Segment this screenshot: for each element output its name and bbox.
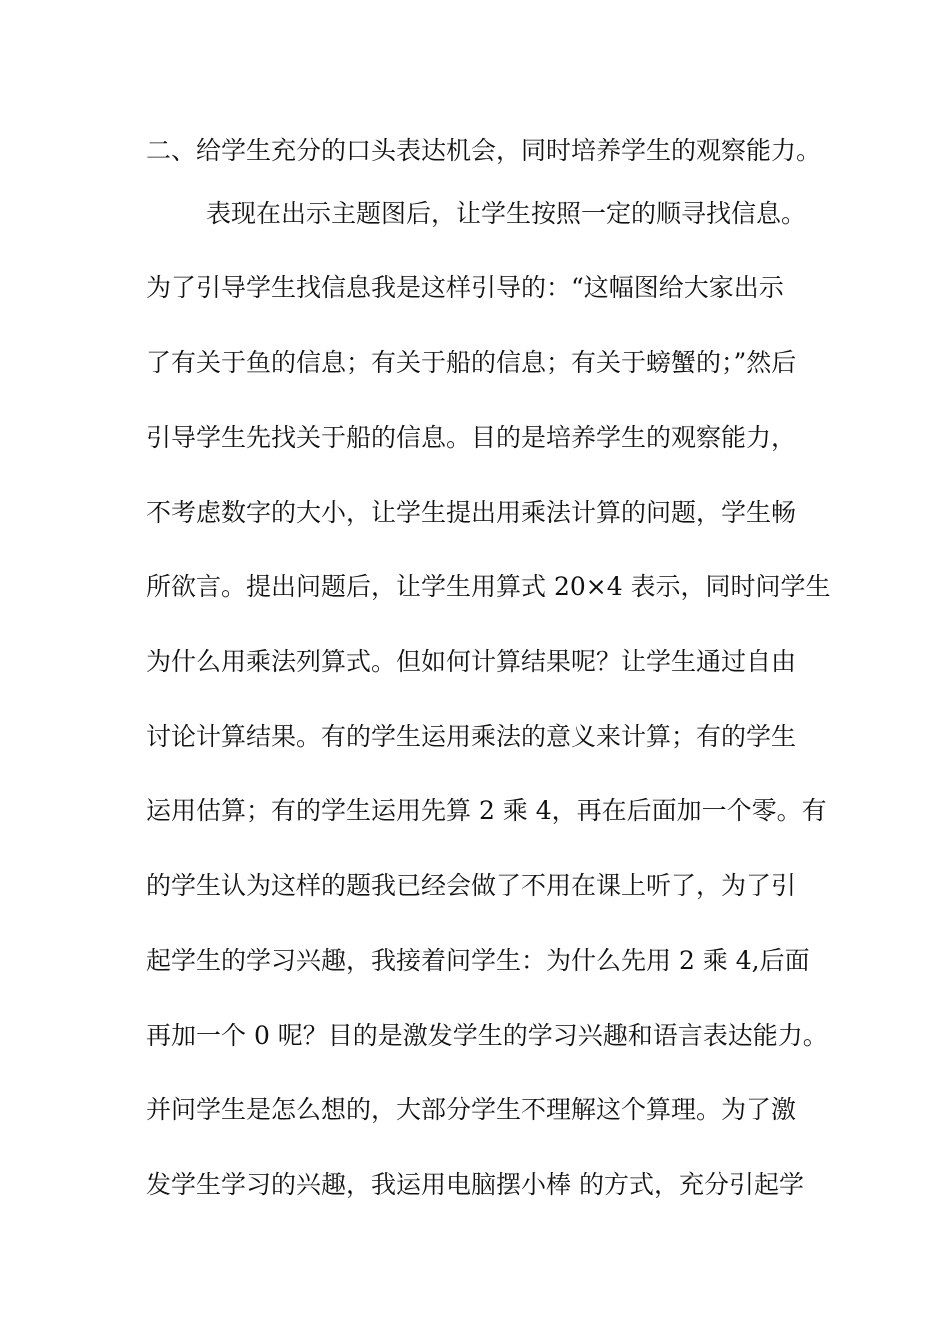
paragraph-line: 的学生认为这样的题我已经会做了不用在课上听了，为了引 — [146, 871, 797, 900]
paragraph-line: 为什么用乘法列算式。但如何计算结果呢？让学生通过自由 — [146, 647, 797, 676]
paragraph-line: 引导学生先找关于船的信息。目的是培养学生的观察能力， — [146, 423, 797, 452]
paragraph-line: 讨论计算结果。有的学生运用乘法的意义来计算；有的学生 — [146, 722, 797, 751]
paragraph-line: 运用估算；有的学生运用先算 2 乘 4，再在后面加一个零。有 — [146, 796, 827, 825]
paragraph-line: 再加一个 0 呢？目的是激发学生的学习兴趣和语言表达能力。 — [146, 1021, 828, 1050]
paragraph-line: 了有关于鱼的信息；有关于船的信息；有关于螃蟹的；”然后 — [146, 348, 797, 377]
paragraph-line: 发学生学习的兴趣，我运用电脑摆小棒 的方式，充分引起学 — [146, 1170, 804, 1199]
paragraph-line: 并问学生是怎么想的，大部分学生不理解这个算理。为了激 — [146, 1095, 797, 1124]
paragraph-line: 所欲言。提出问题后，让学生用算式 20×4 表示，同时问学生 — [146, 572, 831, 601]
paragraph-heading: 二、给学生充分的口头表达机会，同时培养学生的观察能力。 — [146, 136, 822, 165]
paragraph-line: 不考虑数字的大小，让学生提出用乘法计算的问题，学生畅 — [146, 498, 797, 527]
paragraph-line: 为了引导学生找信息我是这样引导的：“这幅图给大家出示 — [146, 273, 784, 302]
paragraph-line: 表现在出示主题图后，让学生按照一定的顺寻找信息。 — [206, 199, 807, 228]
paragraph-line: 起学生的学习兴趣，我接着问学生：为什么先用 2 乘 4,后面 — [146, 946, 810, 975]
